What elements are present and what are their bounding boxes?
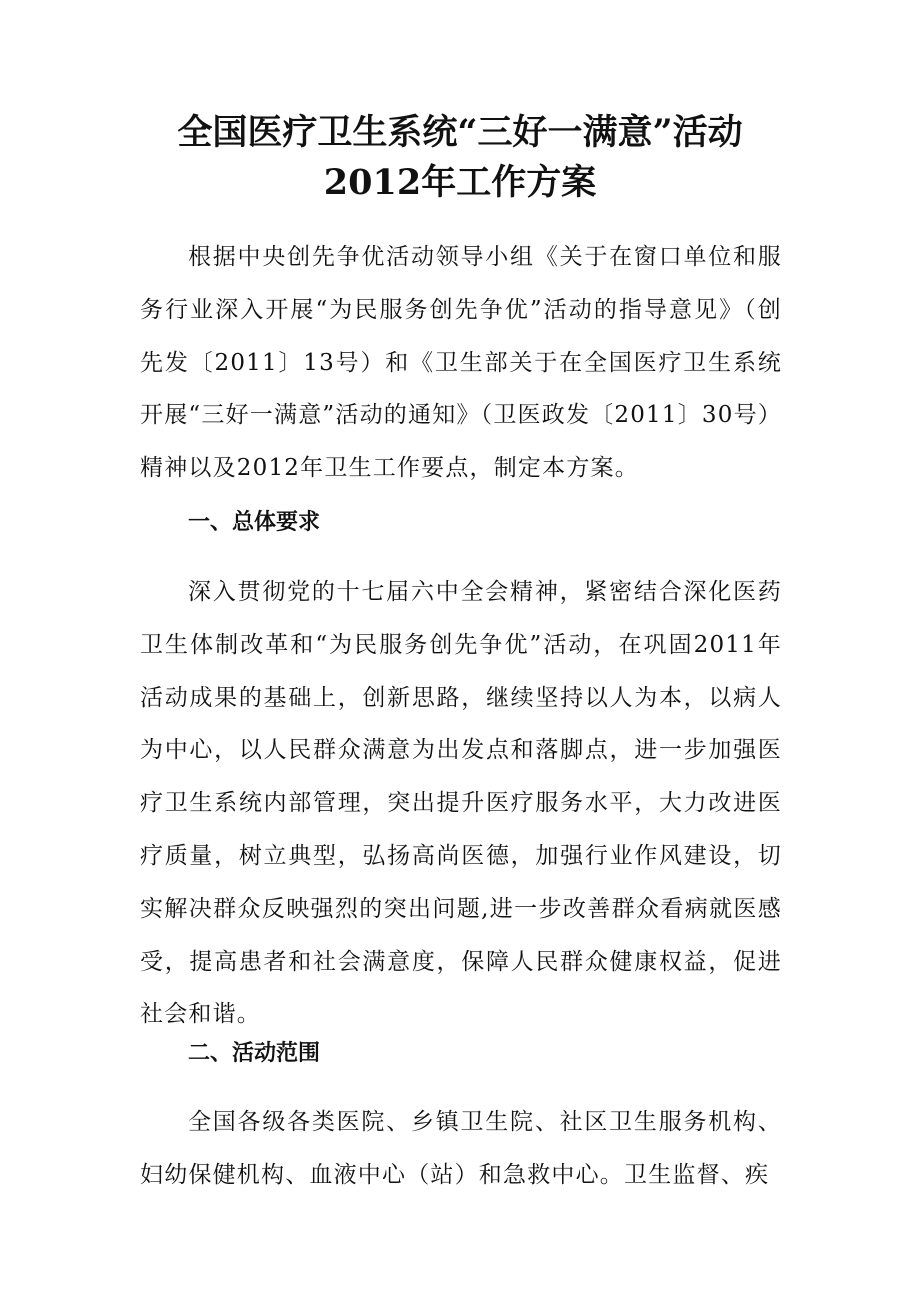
intro-paragraph: 根据中央创先争优活动领导小组《关于在窗口单位和服务行业深入开展“为民服务创先争优”活动的指导意见》（创先发〔2011〕13号）和《卫生部关于在全国医疗卫生系统开展“三好一满意”活动的通知》（卫医政发〔2011〕30号）精神以及2012年卫生工作要点，制定本方案。 <box>140 244 782 482</box>
section-heading-activity-scope: 二、活动范围 <box>188 1041 321 1066</box>
document-title-line-1: 全国医疗卫生系统“三好一满意”活动 <box>177 112 743 153</box>
section-heading-general-requirements: 一、总体要求 <box>188 510 321 535</box>
document-title-line-2: 2012年工作方案 <box>323 162 597 203</box>
section-body-activity-scope: 全国各级各类医院、乡镇卫生院、社区卫生服务机构、妇幼保健机构、血液中心（站）和急救中心。卫生监督、疾 <box>140 1109 782 1188</box>
section-body-general-requirements: 深入贯彻党的十七届六中全会精神，紧密结合深化医药卫生体制改革和“为民服务创先争优”活动，在巩固2011年活动成果的基础上，创新思路，继续坚持以人为本，以病人为中心，以人民群众满意为出发点和落脚点，进一步加强医疗卫生系统内部管理，突出提升医疗服务水平，大力改进医疗质量，树立典型，弘扬高尚医德，加强行业作风建设，切实解决群众反映强烈的突出问题,进一步改善群众看病就医感受，提高患者和社会满意度，保障人民群众健康权益，促进社会和谐。 <box>140 579 782 1028</box>
